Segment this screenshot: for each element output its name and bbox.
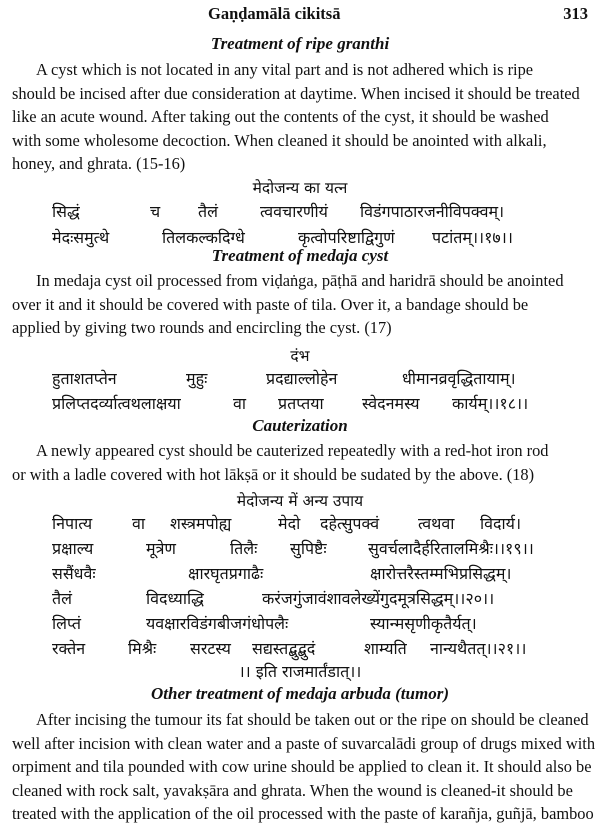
verse-word: मेदःसमुत्थे [52,228,110,247]
paragraph-line: honey, and ghrata. (15-16) [12,154,186,174]
verse-word: कृत्वोपरिष्टाद्विगुणं [298,228,395,247]
verse-word: करंजगुंजावंशावलेख्येंगुदमूत्रसिद्धम्।।२०।। [262,589,495,608]
paragraph-line: like an acute wound. After taking out the contents of the cyst, it should be washed [12,107,549,127]
verse-closing-line: ।। इति राजमार्तंडात्।। [238,662,362,681]
verse-word: ससैंधवैः [52,564,96,583]
verse-word: सुपिष्टैः [290,539,327,558]
verse-word: क्षारघृतप्रगाढैः [188,564,264,583]
verse-word: क्षारोत्तरैस्तम्मभिप्रसिद्धम्। [370,564,512,583]
verse-word: रक्तेन [52,639,86,658]
paragraph-line: over it and it should be covered with paste of tila. Over it, a bandage should be [12,294,529,314]
paragraph-medaja-cyst [12,269,588,340]
verse-word: तैलं [198,202,218,221]
verse-word: प्रतप्तया [278,394,324,413]
verse-word: यवक्षारविडंगबीजगंधोपलैः [146,614,289,633]
verse-word: मूत्रेण [146,539,176,558]
paragraph-line: should be incised after due consideration at daytime. When incised it should be treated [12,83,580,103]
paragraph-line: A cyst which is not located in any vital part and is not adhered which is ripe [36,60,534,79]
paragraph-line: After incising the tumour its fat should be taken out or the ripe on should be cleaned [36,710,589,729]
verse-word: लिप्तं [52,614,82,633]
verse-word: तैलं [52,589,72,608]
verse-word: मुहुः [186,369,208,388]
section-heading-medaja-arbuda: Other treatment of medaja arbuda (tumor) [151,684,449,703]
verse-word: वा [233,394,247,413]
verse-word: सरटस्य [190,639,231,658]
page-header [0,2,600,26]
verse-word: पटांतम्।।१७।। [432,228,513,247]
verse-word: शस्त्रमपोह्य [170,514,232,533]
verse-word: सुवर्चलादैर्हरितालमिश्रैः।।१९।। [368,539,534,558]
paragraph-line: with some wholesome decoction. When cleaned it should be anointed with alkali, [12,130,547,150]
verse-word: च [150,202,161,221]
verse-word: मेदो [278,514,301,533]
verse-word: कार्यम्।।१८।। [452,394,529,413]
paragraph-ripe-granthi [12,58,588,176]
verse-word: विदध्याद्धि [146,589,204,608]
paragraph-line: A newly appeared cyst should be cauterized repeatedly with a red-hot iron rod [36,441,549,460]
verse-word: दहेत्सुपक्वं [320,514,380,533]
verse-word: नान्यथैतत्।।२१।। [430,639,527,658]
verse-word: विदार्य। [480,514,522,533]
verse-word: निपात्य [52,514,93,533]
verse-word: सद्यस्तद्बुद्बुदं [252,639,316,658]
section-heading-cauterization: Cauterization [252,416,348,435]
verse-word: त्वथवा [418,514,455,533]
verse-title-other-remedies: मेदोजन्य में अन्य उपाय [236,492,364,510]
paragraph-line: treated with the application of the oil processed with the paste of karañja, guñjā, bamboo [12,804,594,824]
section-heading-ripe-granthi: Treatment of ripe granthi [210,34,390,53]
paragraph-cauterization [12,439,588,486]
paragraph-line: or with a ladle covered with hot lākṣā or it should be sudated by the above. (18) [12,464,535,484]
verse-word: तिलकल्कदिग्धे [162,228,245,247]
verse-word: वा [132,514,146,533]
verse-word: प्रलिप्तदर्व्यात्वथलाक्षया [52,394,181,413]
verse-word: हुताशतप्तेन [52,369,117,388]
verse-word: प्रदद्याल्लोहेन [266,369,338,388]
page-number: 313 [563,4,588,23]
verse-word: मिश्रैः [128,639,157,658]
verse-word: विडंगपाठारजनीविपक्वम्। [360,202,505,221]
verse-word: शाम्यति [364,639,407,658]
verse-word: त्ववचारणीयं [260,202,328,221]
paragraph-line: In medaja cyst oil processed from viḍaṅga, pāṭhā and haridrā should be anointed [36,271,564,290]
verse-word: स्वेदनमस्य [362,394,420,413]
verse-word: तिलैः [230,539,258,558]
paragraph-line: orpiment and tila pounded with cow urine should be applied to clean it. It should also be [12,757,592,777]
paragraph-line: well after incision with clean water and a paste of suvarcalādi group of drugs mixed with [12,733,596,753]
verse-word: धीमानव्रवृद्धितायाम्। [402,369,516,388]
verse-word: प्रक्षाल्य [52,539,94,558]
paragraph-line: cleaned with rock salt, yavakṣāra and ghrata. When the wound is cleaned-it should be [12,780,573,800]
verse-title-dambha: दंभ [290,347,310,365]
verse-word: सिद्धं [52,202,80,221]
paragraph-line: applied by giving two rounds and encircling the cyst. (17) [12,318,392,338]
running-title: Gaṇḍamālā cikitsā [208,4,341,23]
verse-title-medojanya: मेदोजन्य का यत्न [252,179,348,197]
paragraph-medaja-arbuda [12,708,596,826]
section-heading-medaja-cyst: Treatment of medaja cyst [211,246,389,265]
verse-word: स्यान्मसृणीकृतैर्यत्। [370,614,477,633]
